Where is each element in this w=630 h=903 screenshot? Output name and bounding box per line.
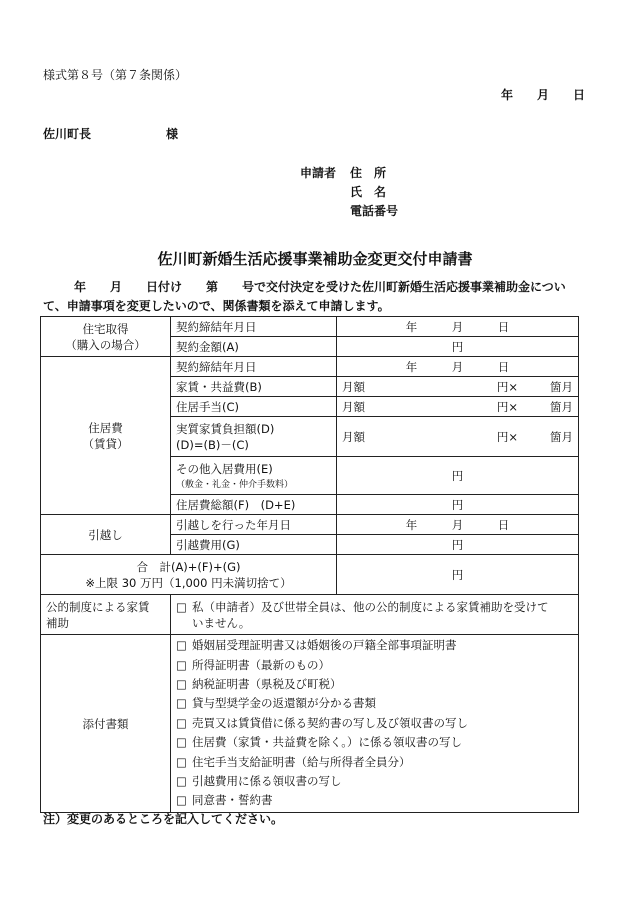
address-label: 住 所 xyxy=(350,166,387,180)
rent-total-label: 住居費総額(F) (D+E) xyxy=(171,495,337,515)
actual-rent-label: 実質家賃負担額(D) (D)=(B)－(C) xyxy=(171,417,337,457)
moving-cost-value[interactable]: 円 xyxy=(337,535,579,555)
attachment-checkbox[interactable]: □ xyxy=(176,638,187,653)
attachment-item: □ 納税証明書（県税及び町税） xyxy=(176,675,573,694)
addressee-suffix: 様 xyxy=(166,127,179,141)
attachment-item: □ 所得証明書（最新のもの） xyxy=(176,656,573,675)
intro-line-2: て、申請事項を変更したいので、関係書類を添えて申請します。 xyxy=(43,299,390,313)
attachment-item: □ 引越費用に係る領収書の写し xyxy=(176,772,573,791)
attachment-checkbox[interactable]: □ xyxy=(176,773,187,788)
other-move-in-value[interactable]: 円 xyxy=(337,457,579,495)
attachment-item: □ 婚姻届受理証明書又は婚姻後の戸籍全部事項証明書 xyxy=(176,636,573,655)
sum-label: 合 計(A)+(F)+(G) ※上限 30 万円（1,000 円未満切捨て） xyxy=(41,555,337,595)
attachments-list xyxy=(171,635,579,813)
attachment-checkbox[interactable]: □ xyxy=(176,696,187,711)
footnote: 注）変更のあるところを記入してください。 xyxy=(43,812,284,826)
housing-contract-amount-value[interactable]: 円 xyxy=(337,337,579,357)
attachment-checkbox[interactable]: □ xyxy=(176,657,187,672)
housing-allowance-value[interactable]: 月額 円× 箇月 xyxy=(337,397,579,417)
housing-allowance-label: 住居手当(C) xyxy=(171,397,337,417)
moving-date-label: 引越しを行った年月日 xyxy=(171,515,337,535)
public-subsidy-declaration: □ 私（申請者）及び世帯全員は、他の公的制度による家賃補助を受けて いません。 xyxy=(171,595,579,635)
moving-cost-label: 引越費用(G) xyxy=(171,535,337,555)
attachment-checkbox[interactable]: □ xyxy=(176,735,187,750)
moving-date-value[interactable]: 年 月 日 xyxy=(337,515,579,535)
actual-rent-value[interactable]: 月額 円× 箇月 xyxy=(337,417,579,457)
housing-contract-date-value[interactable]: 年 月 日 xyxy=(337,317,579,337)
attachment-item: □ 同意書・誓約書 xyxy=(176,791,573,810)
attachment-checkbox[interactable]: □ xyxy=(176,793,187,808)
addressee-name: 佐川町長 xyxy=(43,127,92,141)
attachment-item: □ 住宅手当支給証明書（給与所得者全員分） xyxy=(176,753,573,772)
name-label: 氏 名 xyxy=(350,185,387,199)
document-title: 佐川町新婚生活応援事業補助金変更交付申請書 xyxy=(157,250,473,268)
rent-total-value[interactable]: 円 xyxy=(337,495,579,515)
public-subsidy-label: 公的制度による家賃 補助 xyxy=(41,595,171,635)
housing-contract-date-label: 契約締結年月日 xyxy=(171,317,337,337)
attachment-item: □ 売買又は賃貸借に係る契約書の写し及び領収書の写し xyxy=(176,714,573,733)
rent-label: 住居費 （賃貸） xyxy=(41,357,171,515)
housing-contract-amount-label: 契約金額(A) xyxy=(171,337,337,357)
intro-line-1: 年 月 日付け 第 号で交付決定を受けた佐川町新婚生活応援事業補助金につい xyxy=(74,280,566,294)
applicant-label: 申請者 xyxy=(300,166,337,180)
attachment-checkbox[interactable]: □ xyxy=(176,754,187,769)
application-table xyxy=(40,316,579,813)
moving-label: 引越し xyxy=(41,515,171,555)
rent-contract-date-label: 契約締結年月日 xyxy=(171,357,337,377)
form-number: 様式第８号（第７条関係） xyxy=(43,68,188,82)
date-field: 年 月 日 xyxy=(501,88,586,102)
rent-amount-label: 家賃・共益費(B) xyxy=(171,377,337,397)
attachment-checkbox[interactable]: □ xyxy=(176,715,187,730)
phone-label: 電話番号 xyxy=(350,204,399,218)
attachments-label: 添付書類 xyxy=(41,635,171,813)
public-subsidy-checkbox[interactable]: □ xyxy=(176,599,187,614)
attachment-item: □ 貸与型奨学金の返還額が分かる書類 xyxy=(176,694,573,713)
rent-amount-value[interactable]: 月額 円× 箇月 xyxy=(337,377,579,397)
attachment-checkbox[interactable]: □ xyxy=(176,677,187,692)
other-move-in-label: その他入居費用(E) （敷金・礼金・仲介手数料） xyxy=(171,457,337,495)
sum-value[interactable]: 円 xyxy=(337,555,579,595)
attachment-item: □ 住居費（家賃・共益費を除く。）に係る領収書の写し xyxy=(176,733,573,752)
rent-contract-date-value[interactable]: 年 月 日 xyxy=(337,357,579,377)
housing-label: 住宅取得 （購入の場合） xyxy=(41,317,171,357)
